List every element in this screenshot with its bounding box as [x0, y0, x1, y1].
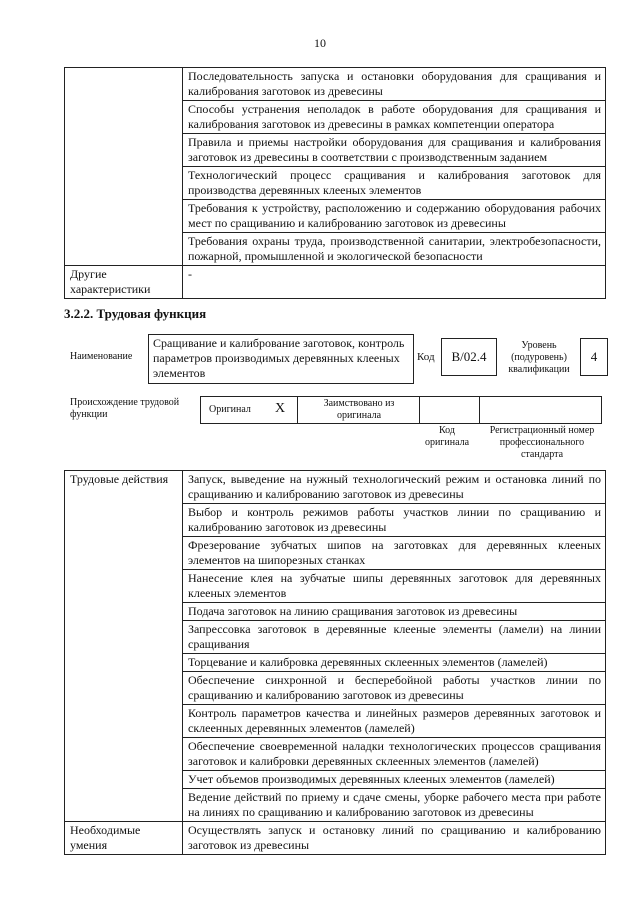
- row-text: Способы устранения неполадок в работе оборудования для сращивания и калибрования заготовок из древесины в рамках компетенции оператора: [183, 101, 606, 134]
- table-row: [65, 266, 606, 299]
- row-text: Подача заготовок на линию сращивания заготовок из древесины: [183, 603, 606, 621]
- level-label: Уровень (подуровень) квалификации: [508, 340, 570, 375]
- row-label: Трудовые действия: [65, 471, 183, 822]
- origin-box: [200, 396, 602, 424]
- row-text: Требования охраны труда, производственной санитарии, электробезопасности, пожарной, промышленной и экологической безопасности: [183, 233, 606, 266]
- table-row: [65, 68, 606, 101]
- page-number: 10: [314, 36, 326, 50]
- row-text: Нанесение клея на зубчатые шипы деревянных заготовок для деревянных клееных элементов: [183, 570, 606, 603]
- table-row: [65, 471, 606, 504]
- labor-actions-table: [64, 470, 606, 855]
- row-text: Фрезерование зубчатых шипов на заготовках для деревянных клееных элементов на шипорезных станках: [183, 537, 606, 570]
- code-label: Код: [417, 351, 435, 363]
- row-text: Контроль параметров качества и линейных размеров деревянных заготовок и склеенных деревянных элементов (ламелей): [183, 705, 606, 738]
- row-text: Осуществлять запуск и остановку линий по сращиванию и калиброванию заготовок из древесины: [183, 822, 606, 855]
- row-text: Обеспечение синхронной и бесперебойной работы участков линии по сращиванию и калиброванию заготовок из древесины: [183, 672, 606, 705]
- row-label: [65, 68, 183, 266]
- row-label: Другие характеристики: [65, 266, 183, 299]
- level-value: 4: [580, 338, 608, 376]
- row-text: Запрессовка заготовок в деревянные клееные элементы (ламели) на линии сращивания: [183, 621, 606, 654]
- row-text: Последовательность запуска и остановки оборудования для сращивания и калибрования заготовок из древесины: [183, 68, 606, 101]
- row-text: Выбор и контроль режимов работы участков линии по сращиванию и калиброванию заготовок из древесины: [183, 504, 606, 537]
- regnum-caption: Регистрационный номер профессионального стандарта: [489, 425, 595, 460]
- original-label: Оригинал: [209, 404, 251, 415]
- row-text: Требования к устройству, расположению и содержанию оборудования рабочих мест по сращиванию и калиброванию заготовок из древесины: [183, 200, 606, 233]
- top-requirements-table: [64, 67, 606, 299]
- row-text: Ведение действий по приему и сдаче смены, уборке рабочего места при работе на линиях по сращиванию и калиброванию заготовок из древесины: [183, 789, 606, 822]
- table-row: [65, 822, 606, 855]
- original-mark: X: [275, 401, 286, 416]
- function-name: Сращивание и калибрование заготовок, контроль параметров производимых деревянных клееных элементов: [153, 336, 405, 380]
- code-original-caption: Код оригинала: [424, 425, 470, 448]
- row-text: Торцевание и калибровка деревянных склеенных элементов (ламелей): [183, 654, 606, 672]
- row-text: Технологический процесс сращивания и калибрования заготовок для производства деревянных клееных элементов: [183, 167, 606, 200]
- section-title: 3.2.2. Трудовая функция: [64, 306, 207, 321]
- row-text: Учет объемов производимых деревянных клееных элементов (ламелей): [183, 771, 606, 789]
- row-text: Обеспечение своевременной наладки технологических процессов сращивания заготовок и калибровки деревянных склеенных элементов (ламелей): [183, 738, 606, 771]
- name-label: Наименование: [70, 351, 133, 362]
- row-text: Правила и приемы настройки оборудования для сращивания и калибрования заготовок из древесины в соответствии с производственным заданием: [183, 134, 606, 167]
- origin-label: Происхождение трудовой функции: [70, 397, 180, 420]
- row-text: Запуск, выведение на нужный технологический режим и остановка линий по сращиванию и калиброванию заготовок из древесины: [183, 471, 606, 504]
- row-label: Необходимые умения: [65, 822, 183, 855]
- function-name-box: [148, 334, 414, 384]
- borrowed-label: Заимствовано из оригинала: [323, 398, 395, 421]
- code-value: B/02.4: [441, 338, 497, 376]
- row-text: -: [183, 266, 606, 299]
